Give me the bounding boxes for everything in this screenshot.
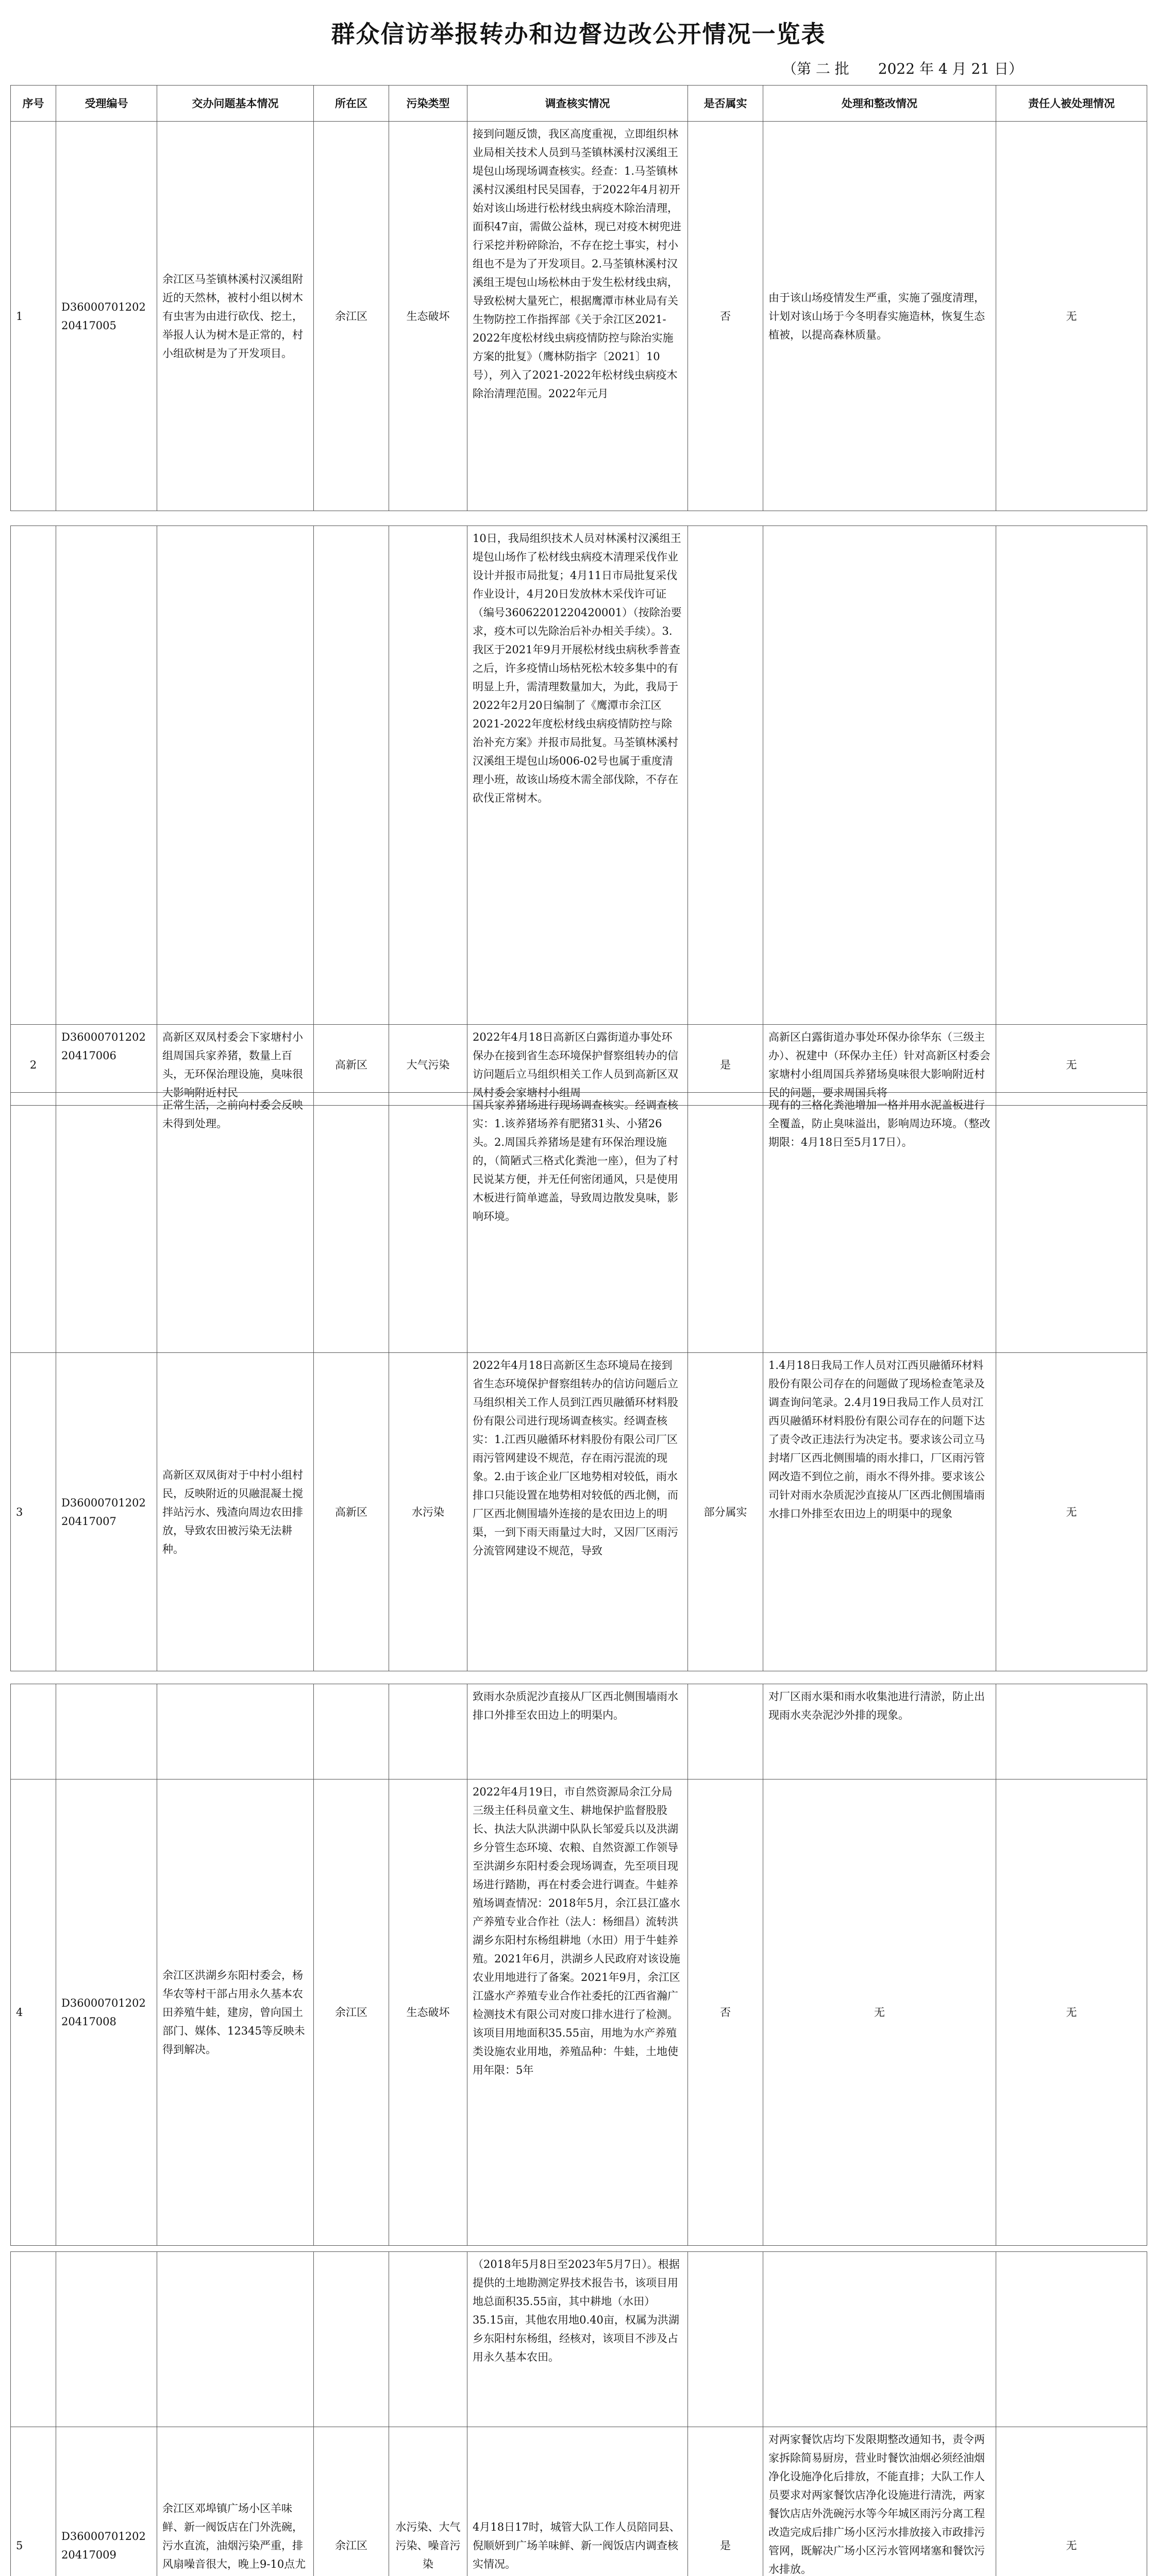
row-number [11, 526, 56, 1025]
row-responsible: 无 [996, 2427, 1147, 2576]
row-number [11, 2252, 56, 2427]
table-segment-4 [10, 1684, 1147, 2246]
table-row [11, 2427, 1147, 2576]
info-table [10, 2251, 1147, 2576]
row-true: 否 [688, 122, 763, 511]
row-true [688, 1093, 763, 1353]
row-code: D3600070120220417009 [56, 2427, 157, 2576]
info-table [10, 1684, 1147, 2246]
header-cell-true: 是否属实 [688, 86, 763, 122]
row-investigation: 4月18日17时，城管大队工作人员陪同县、倪顺妍到广场羊味鲜、新一阀饭店内调查核实情况。 [467, 2427, 688, 2576]
header-cell-district: 所在区 [314, 86, 389, 122]
row-type [389, 2252, 467, 2427]
row-type [389, 1684, 467, 1780]
row-responsible: 无 [996, 1025, 1147, 1106]
table-row [11, 1780, 1147, 2246]
row-investigation: 2022年4月18日高新区白露街道办事处环保办在接到省生态环境保护督察组转办的信访问题后立马组织相关工作人员到高新区双凤村委会家塘村小组周 [467, 1025, 688, 1106]
row-problem: 余江区马荃镇林溪村汉溪组附近的天然林，被村小组以树木有虫害为由进行砍伐、挖土，举报人认为树木是正常的，村小组砍树是为了开发项目。 [157, 122, 314, 511]
row-code [56, 526, 157, 1025]
row-handling: 由于该山场疫情发生严重，实施了强度清理，计划对该山场于今冬明春实施造林，恢复生态植被，以提高森林质量。 [763, 122, 996, 511]
row-true [688, 1684, 763, 1780]
row-code: D3600070120220417008 [56, 1780, 157, 2246]
row-code: D3600070120220417006 [56, 1025, 157, 1106]
table-row [11, 526, 1147, 1025]
row-investigation: 10日，我局组织技术人员对林溪村汉溪组王堤包山场作了松材线虫病疫木清理采伐作业设计并报市局批复；4月11日市局批复采伐作业设计，4月20日发放林木采伐许可证（编号36062201220420001）（按除治要求，疫木可以先除治后补办相关手续）。3.我区于2021年9月开展松材线虫病秋季普查之后，许多疫情山场枯死松木较多集中的有明显上升，需清理数量加大，为此，我局于2022年2月20日编制了《鹰潭市余江区2021-2022年度松材线虫病疫情防控与除治补充方案》并报市局批复。马荃镇林溪村汉溪组王堤包山场006-02号也属于重度清理小班，故该山场疫木需全部伐除，不存在砍伐正常树木。 [467, 526, 688, 1025]
page-title: 群众信访举报转办和边督边改公开情况一览表 [331, 20, 826, 48]
table-segment-5 [10, 2251, 1147, 2576]
table-row [11, 2252, 1147, 2427]
row-district: 高新区 [314, 1353, 389, 1671]
row-number [11, 1684, 56, 1780]
row-type: 生态破坏 [389, 1780, 467, 2246]
row-code [56, 1684, 157, 1780]
row-problem: 余江区洪湖乡东阳村委会，杨华农等村干部占用永久基本农田养殖牛蛙，建房，曾向国土部门、媒体、12345等反映未得到解决。 [157, 1780, 314, 2246]
info-table [10, 85, 1147, 511]
row-handling: 对厂区雨水渠和雨水收集池进行清淤，防止出现雨水夹杂泥沙外排的现象。 [763, 1684, 996, 1780]
row-code: D3600070120220417007 [56, 1353, 157, 1671]
row-type: 水污染 [389, 1353, 467, 1671]
info-table [10, 1092, 1147, 1671]
row-responsible [996, 1093, 1147, 1353]
row-problem [157, 1684, 314, 1780]
row-true [688, 526, 763, 1025]
table-segment-2 [10, 526, 1147, 1099]
row-investigation: 国兵家养猪场进行现场调查核实。经调查核实：1.该养猪场养有肥猪31头、小猪26头。2.周国兵养猪场是建有环保治理设施的，（简陋式三格式化粪池一座），但为了村民说某方便，并无任何密闭通风，只是使用木板进行简单遮盖，导致周边散发臭味，影响环境。 [467, 1093, 688, 1353]
row-handling: 无 [763, 1780, 996, 2246]
row-true: 是 [688, 1025, 763, 1106]
table-segment-1 [10, 85, 1147, 512]
row-responsible: 无 [996, 122, 1147, 511]
row-true: 是 [688, 2427, 763, 2576]
row-number [11, 1093, 56, 1353]
row-problem: 正常生活，之前向村委会反映未得到处理。 [157, 1093, 314, 1353]
row-district: 余江区 [314, 1780, 389, 2246]
row-investigation: （2018年5月8日至2023年5月7日）。根据提供的土地勘测定界技术报告书，该项目用地总面积35.55亩，其中耕地（水田）35.15亩，其他农用地0.40亩，权属为洪湖乡东阳村东杨组，经核对，该项目不涉及占用永久基本农田。 [467, 2252, 688, 2427]
table-row [11, 1684, 1147, 1780]
header-cell-responsible: 责任人被处理情况 [996, 86, 1147, 122]
row-type: 水污染、大气污染、噪音污染 [389, 2427, 467, 2576]
header-cell-no: 序号 [11, 86, 56, 122]
row-number: 2 [11, 1025, 56, 1106]
row-problem: 高新区双凤村委会下家塘村小组周国兵家养猪，数量上百头，无环保治理设施，臭味很大影响附近村民 [157, 1025, 314, 1106]
row-type: 生态破坏 [389, 122, 467, 511]
row-code: D3600070120220417005 [56, 122, 157, 511]
row-handling [763, 526, 996, 1025]
row-type: 大气污染 [389, 1025, 467, 1106]
row-true: 否 [688, 1780, 763, 2246]
row-responsible [996, 1684, 1147, 1780]
table-row [11, 1093, 1147, 1353]
table-row [11, 1353, 1147, 1671]
row-handling: 1.4月18日我局工作人员对江西贝融循环材料股份有限公司存在的问题做了现场检查笔录及调查询问笔录。2.4月19日我局工作人员对江西贝融循环材料股份有限公司存在的问题下达了责令改正违法行为决定书。要求该公司立马封堵厂区西北侧围墙的雨水排口，厂区雨污管网改造不到位之前，雨水不得外排。要求该公司针对雨水杂质泥沙直接从厂区西北侧围墙雨水排口外排至农田边上的明渠中的现象 [763, 1353, 996, 1671]
header-cell-code: 受理编号 [56, 86, 157, 122]
row-responsible [996, 526, 1147, 1025]
table-header-row [11, 86, 1147, 122]
header-cell-handling: 处理和整改情况 [763, 86, 996, 122]
row-number: 4 [11, 1780, 56, 2246]
row-problem [157, 526, 314, 1025]
row-district: 高新区 [314, 1025, 389, 1106]
row-problem: 余江区邓埠镇广场小区羊味鲜、新一阀饭店在门外洗碗，污水直流，油烟污染严重，排风扇噪音很大，晚上9-10点尤 [157, 2427, 314, 2576]
row-number: 1 [11, 122, 56, 511]
row-problem [157, 2252, 314, 2427]
row-true: 部分属实 [688, 1353, 763, 1671]
row-responsible: 无 [996, 1780, 1147, 2246]
row-handling: 高新区白露街道办事处环保办徐华东（三级主办）、祝建中（环保办主任）针对高新区村委会家塘村小组周国兵养猪场臭味很大影响附近村民的问题，要求周国兵将 [763, 1025, 996, 1106]
row-district [314, 2252, 389, 2427]
row-responsible [996, 2252, 1147, 2427]
table-row [11, 122, 1147, 511]
row-responsible: 无 [996, 1353, 1147, 1671]
page-subtitle: （第 二 批 2022 年 4 月 21 日） [782, 60, 1023, 77]
row-number: 3 [11, 1353, 56, 1671]
row-handling: 现有的三格化粪池增加一格并用水泥盖板进行全覆盖，防止臭味溢出，影响周边环境。（整改期限：4月18日至5月17日）。 [763, 1093, 996, 1353]
row-investigation: 接到问题反馈，我区高度重视，立即组织林业局相关技术人员到马荃镇林溪村汉溪组王堤包山场现场调查核实。经查：1.马荃镇林溪村汉溪组村民吴国春，于2022年4月初开始对该山场进行松材线虫病疫木除治清理，面积47亩，需做公益林，现已对疫木树兜进行采挖并粉碎除治，不存在挖土事实，村小组也不是为了开发项目。2.马荃镇林溪村汉溪组王堤包山场松林由于发生松材线虫病，导致松树大量死亡，根据鹰潭市林业局有关生物防控工作指挥部《关于余江区2021-2022年度松材线虫病疫情防控与除治实施方案的批复》（鹰林防指字〔2021〕10号），列入了2021-2022年松材线虫病疫木除治清理范围。2022年元月 [467, 122, 688, 511]
header-cell-problem: 交办问题基本情况 [157, 86, 314, 122]
row-number: 5 [11, 2427, 56, 2576]
row-code [56, 2252, 157, 2427]
row-investigation: 2022年4月18日高新区生态环境局在接到省生态环境保护督察组转办的信访问题后立马组织相关工作人员到江西贝融循环材料股份有限公司进行现场调查核实。经调查核实：1.江西贝融循环材料股份有限公司厂区雨污管网建设不规范，存在雨污混流的现象。2.由于该企业厂区地势相对较低，雨水排口只能设置在地势相对较低的西北侧，而厂区西北侧围墙外连接的是农田边上的明渠，一到下雨天雨量过大时，又因厂区雨污分流管网建设不规范，导致 [467, 1353, 688, 1671]
row-true [688, 2252, 763, 2427]
table-segment-3 [10, 1092, 1147, 1672]
row-district: 余江区 [314, 122, 389, 511]
row-district [314, 526, 389, 1025]
info-table [10, 526, 1147, 1106]
row-investigation: 致雨水杂质泥沙直接从厂区西北侧围墙雨水排口外排至农田边上的明渠内。 [467, 1684, 688, 1780]
header-cell-investigation: 调查核实情况 [467, 86, 688, 122]
row-handling: 对两家餐饮店均下发限期整改通知书，责令两家拆除简易厨房，营业时餐饮油烟必须经油烟净化设施净化后排放，不能直排；大队工作人员要求对两家餐饮店净化设施进行清洗，两家餐饮店店外洗碗污水等今年城区雨污分离工程改造完成后排广场小区污水排放接入市政排污管网，既解决广场小区污水管网堵塞和餐饮污水排放。 [763, 2427, 996, 2576]
row-problem: 高新区双凤街对于中村小组村民，反映附近的贝融混凝土搅拌站污水、残渣向周边农田排放，导致农田被污染无法耕种。 [157, 1353, 314, 1671]
row-district [314, 1093, 389, 1353]
row-code [56, 1093, 157, 1353]
row-type [389, 526, 467, 1025]
row-type [389, 1093, 467, 1353]
row-district [314, 1684, 389, 1780]
row-investigation: 2022年4月19日，市自然资源局余江分局三级主任科员童文生、耕地保护监督股股长、执法大队洪湖中队队长邹爱兵以及洪湖乡分管生态环境、农粮、自然资源工作领导至洪湖乡东阳村委会现场调查，先至项目现场进行踏勘，再在村委会进行调查。牛蛙养殖场调查情况：2018年5月，余江县江盛水产养殖专业合作社（法人：杨细昌）流转洪湖乡东阳村东杨组耕地（水田）用于牛蛙养殖。2021年6月，洪湖乡人民政府对该设施农业用地进行了备案。2021年9月，余江区江盛水产养殖专业合作社委托的江西省瀚广检测技术有限公司对废口排水进行了检测。该项目用地面积35.55亩，用地为水产养殖类设施农业用地，养殖品种：牛蛙，土地使用年限：5年 [467, 1780, 688, 2246]
row-handling [763, 2252, 996, 2427]
header-cell-type: 污染类型 [389, 86, 467, 122]
row-district: 余江区 [314, 2427, 389, 2576]
